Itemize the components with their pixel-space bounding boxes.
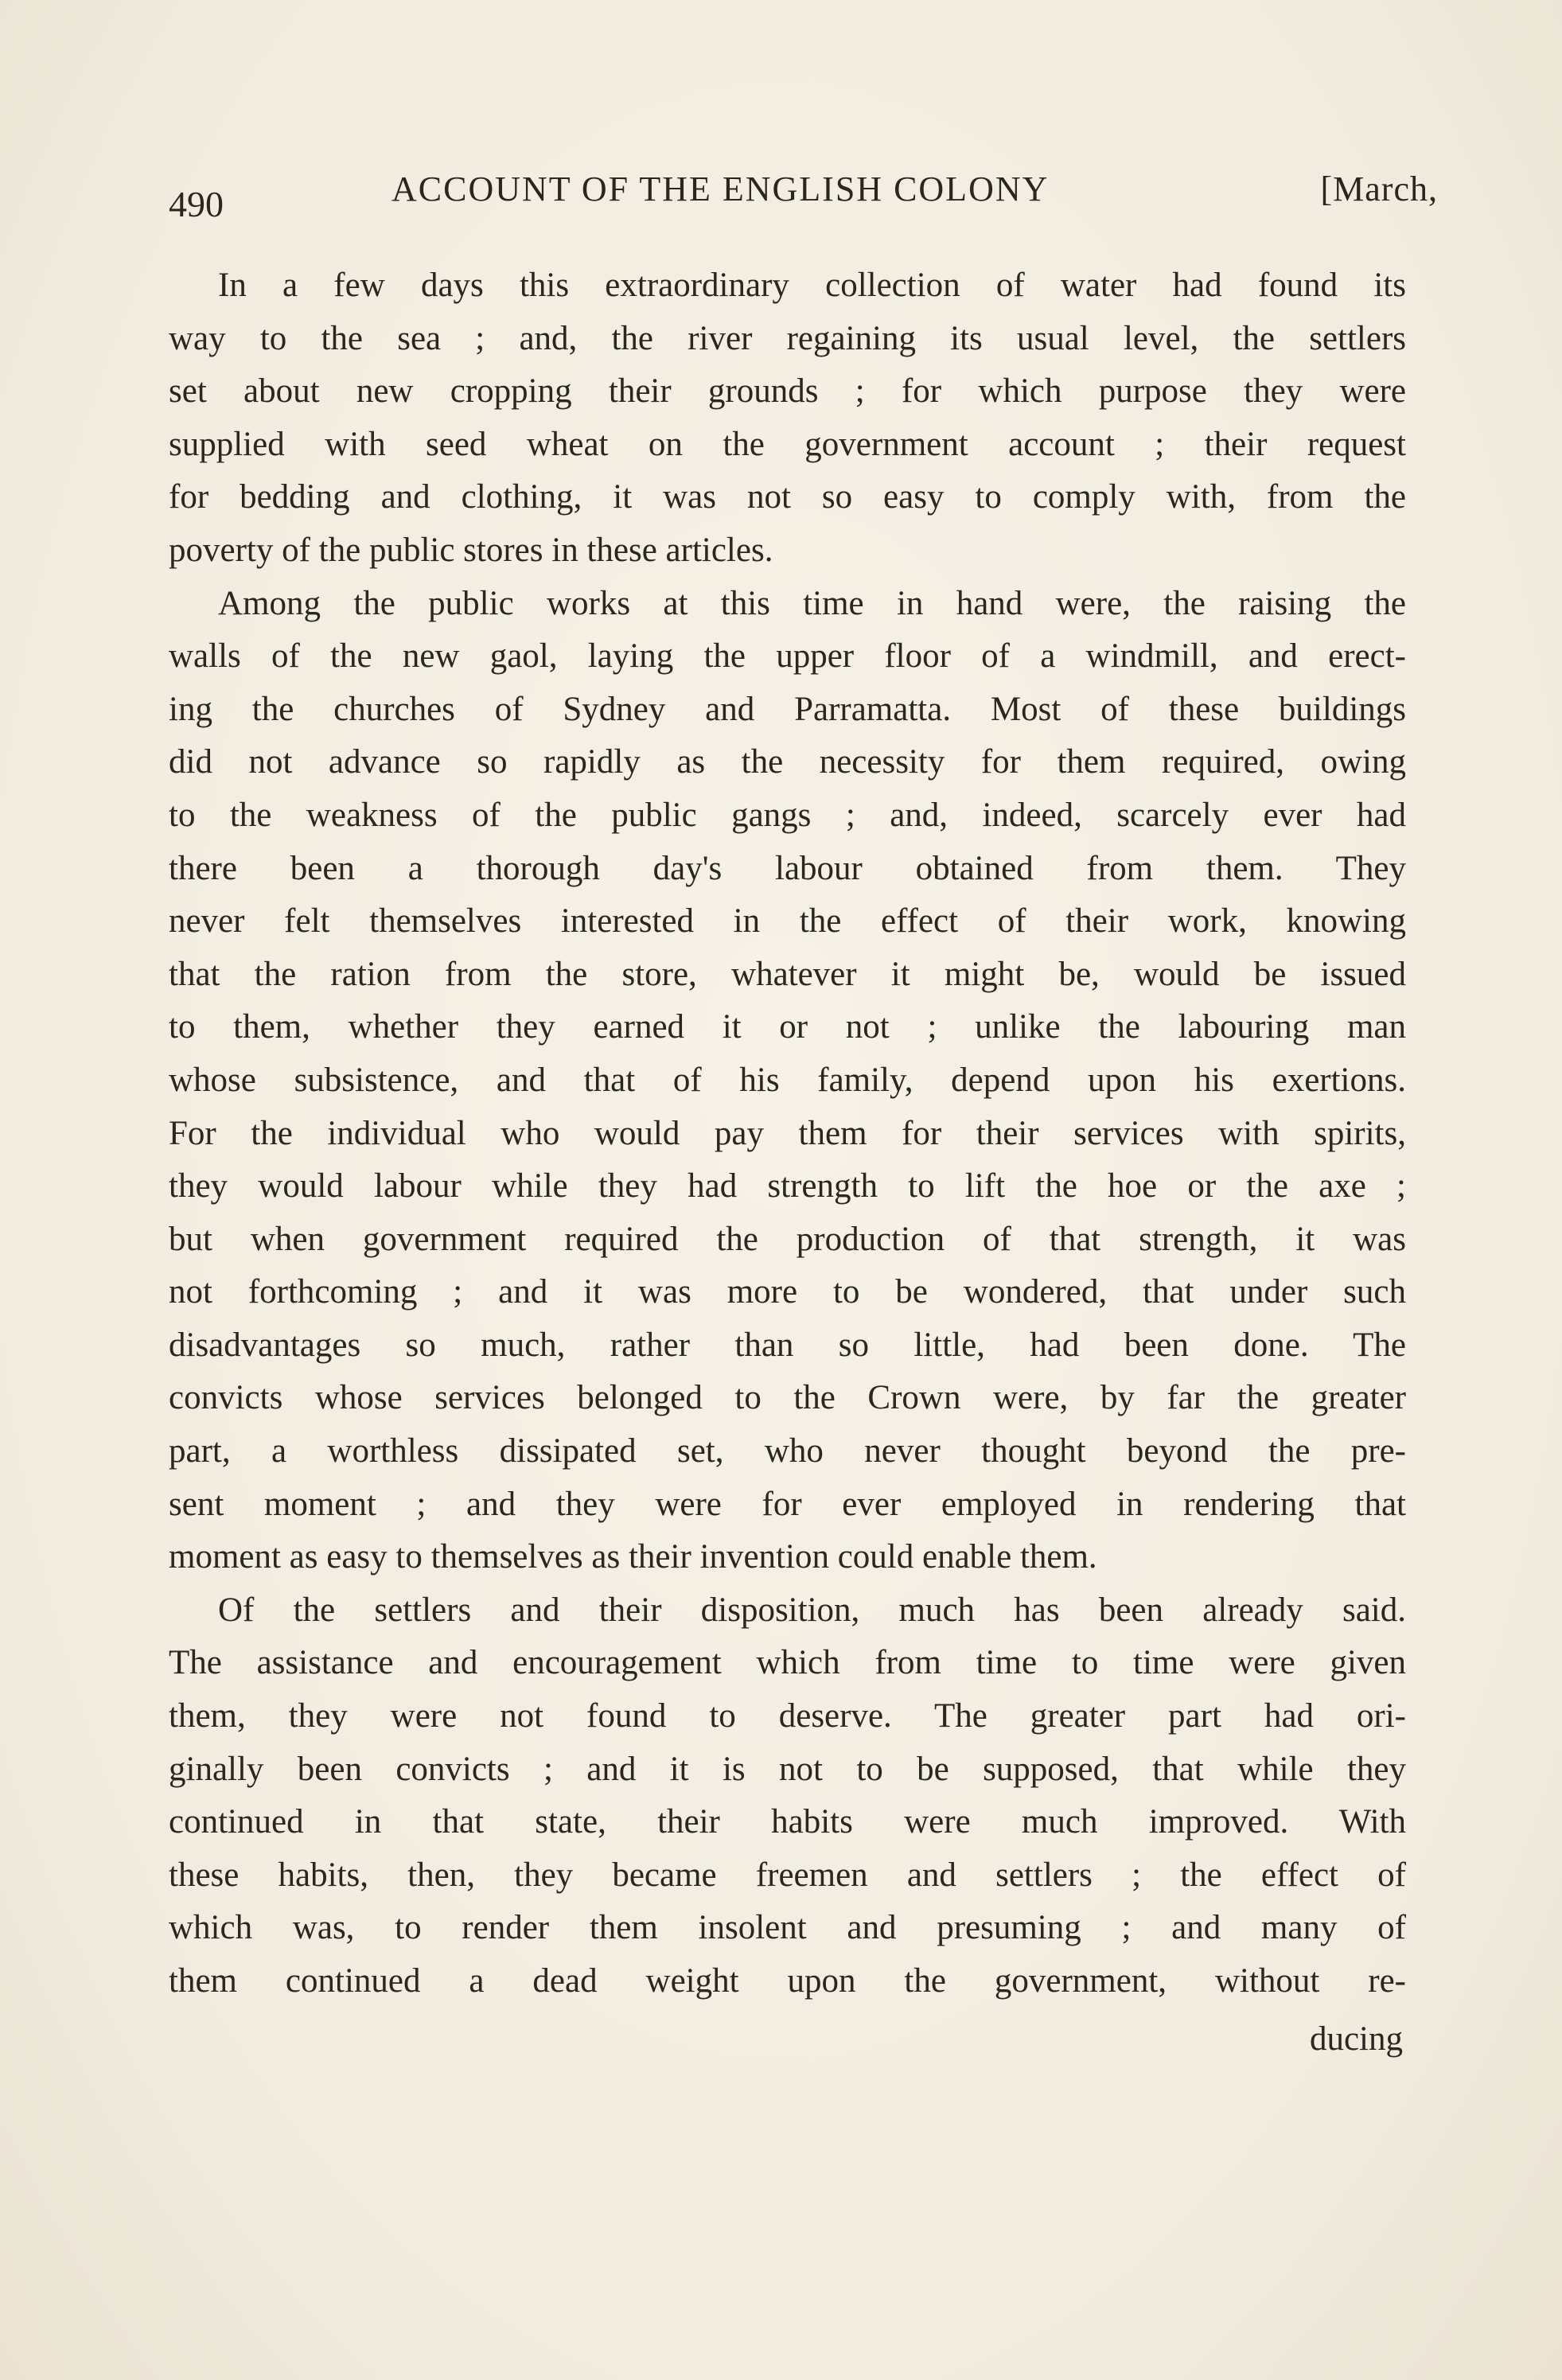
text-line: part, a worthless dissipated set, who never thought beyond the pre- bbox=[169, 1432, 1406, 1470]
text-line: set about new cropping their grounds ; for which purpose they were bbox=[169, 372, 1406, 411]
section-marker: [March, bbox=[1320, 169, 1438, 208]
text-line: In a few days this extraordinary collection of water had found its bbox=[218, 267, 1406, 304]
text-line: but when government required the production of that strength, it was bbox=[169, 1220, 1406, 1258]
text-line: Among the public works at this time in hand were, the raising the bbox=[218, 584, 1406, 622]
text-line: way to the sea ; and, the river regaining its usual level, the settlers bbox=[169, 319, 1406, 357]
text-line: to them, whether they earned it or not ; unlike the labouring man bbox=[169, 1008, 1406, 1046]
text-line: not forthcoming ; and it was more to be wondered, that under such bbox=[169, 1273, 1406, 1311]
text-line: For the individual who would pay them for their services with spirits, bbox=[169, 1114, 1406, 1152]
text-line: for bedding and clothing, it was not so easy to comply with, from the bbox=[169, 478, 1406, 516]
text-line: there been a thorough day's labour obtained from them. They bbox=[169, 849, 1406, 887]
running-title: ACCOUNT OF THE ENGLISH COLONY bbox=[391, 169, 1050, 208]
text-line: they would labour while they had strength to lift the hoe or the axe ; bbox=[169, 1167, 1406, 1206]
page-number: 490 bbox=[169, 184, 224, 224]
text-line: Of the settlers and their disposition, much has been already said. bbox=[218, 1591, 1406, 1629]
text-line: disadvantages so much, rather than so little, had been done. The bbox=[169, 1326, 1406, 1364]
text-line: sent moment ; and they were for ever employed in rendering that bbox=[169, 1485, 1406, 1523]
text-line: to the weakness of the public gangs ; and, indeed, scarcely ever had bbox=[169, 796, 1406, 834]
text-line: moment as easy to themselves as their invention could enable them. bbox=[169, 1538, 1097, 1576]
text-line: walls of the new gaol, laying the upper floor of a windmill, and erect- bbox=[169, 637, 1406, 676]
text-line: continued in that state, their habits were much improved. With bbox=[169, 1803, 1406, 1841]
text-line: them, they were not found to deserve. The greater part had ori- bbox=[169, 1697, 1406, 1735]
page-header bbox=[169, 169, 1438, 224]
text-line: convicts whose services belonged to the Crown were, by far the greater bbox=[169, 1379, 1406, 1417]
text-line: did not advance so rapidly as the necessity for them required, owing bbox=[169, 743, 1406, 781]
text-line: that the ration from the store, whatever it might be, would be issued bbox=[169, 955, 1406, 993]
text-line: whose subsistence, and that of his family, depend upon his exertions. bbox=[169, 1061, 1406, 1099]
text-line: ing the churches of Sydney and Parramatta. Most of these buildings bbox=[169, 690, 1406, 728]
catchword: ducing bbox=[1309, 2020, 1403, 2058]
text-line: which was, to render them insolent and presuming ; and many of bbox=[169, 1909, 1406, 1947]
text-line: these habits, then, they became freemen and settlers ; the effect of bbox=[169, 1856, 1406, 1894]
text-line: ginally been convicts ; and it is not to be supposed, that while they bbox=[169, 1750, 1406, 1788]
body-text bbox=[169, 259, 1406, 2008]
text-line: never felt themselves interested in the effect of their work, knowing bbox=[169, 902, 1406, 941]
text-line: poverty of the public stores in these articles. bbox=[169, 531, 773, 569]
text-line: supplied with seed wheat on the government account ; their request bbox=[169, 425, 1406, 463]
text-line: them continued a dead weight upon the government, without re- bbox=[169, 1962, 1406, 2000]
text-line: The assistance and encouragement which from time to time were given bbox=[169, 1644, 1406, 1682]
